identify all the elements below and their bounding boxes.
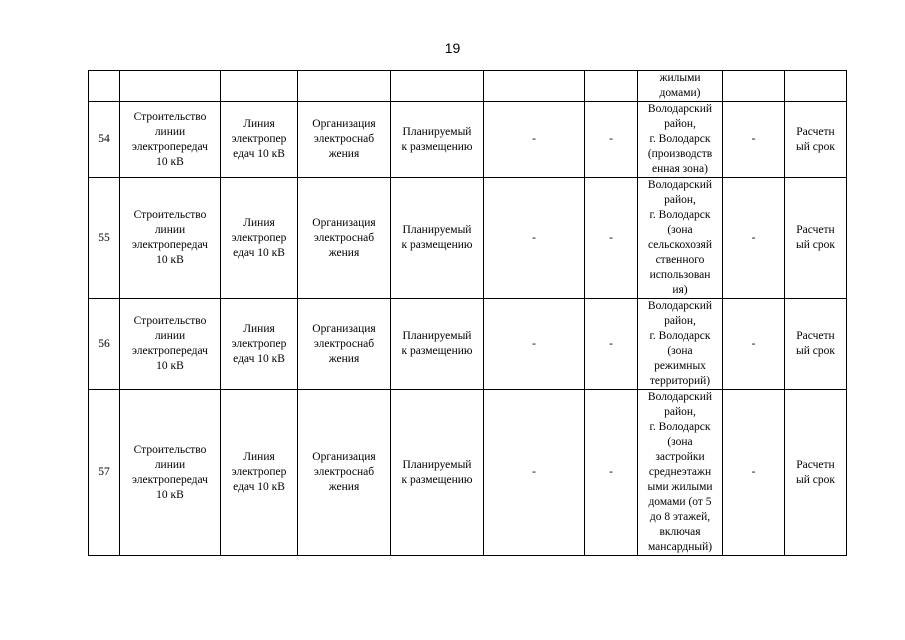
objects-table <box>88 70 847 556</box>
table-cell <box>391 71 484 102</box>
object-term: Расчетн ый срок <box>785 102 847 178</box>
object-type: Линия электропер едач 10 кВ <box>221 178 298 299</box>
object-name: Строительство линии электропередач 10 кВ <box>120 178 221 299</box>
table-cell <box>298 71 391 102</box>
table-cell <box>89 71 120 102</box>
object-term: Расчетн ый срок <box>785 390 847 556</box>
object-location: Володарский район, г. Володарск (производств енная зона) <box>638 102 723 178</box>
object-location: Володарский район, г. Володарск (зона режимных территорий) <box>638 299 723 390</box>
object-name: Строительство линии электропередач 10 кВ <box>120 299 221 390</box>
row-number: 55 <box>89 178 120 299</box>
table-row <box>89 299 847 390</box>
table-cell: - <box>484 390 585 556</box>
table-cell <box>221 71 298 102</box>
table-row-continuation <box>89 71 847 102</box>
table-cell <box>585 71 638 102</box>
row-number: 56 <box>89 299 120 390</box>
object-purpose: Организация электроснаб жения <box>298 390 391 556</box>
object-status: Планируемый к размещению <box>391 102 484 178</box>
object-type: Линия электропер едач 10 кВ <box>221 299 298 390</box>
object-location: Володарский район, г. Володарск (зона застройки среднеэтажн ыми жилыми домами (от 5 до 8 этажей, включая мансардный) <box>638 390 723 556</box>
table-cell: - <box>723 102 785 178</box>
object-status: Планируемый к размещению <box>391 390 484 556</box>
table-cell <box>484 71 585 102</box>
table-cell <box>723 71 785 102</box>
table-cell: - <box>585 102 638 178</box>
table-cell <box>785 71 847 102</box>
table-cell: - <box>585 390 638 556</box>
object-purpose: Организация электроснаб жения <box>298 102 391 178</box>
page-number: 19 <box>444 40 461 56</box>
table-cell <box>120 71 221 102</box>
object-location: Володарский район, г. Володарск (зона сельскохозяй ственного использован ия) <box>638 178 723 299</box>
table-cell: - <box>585 299 638 390</box>
object-status: Планируемый к размещению <box>391 299 484 390</box>
object-type: Линия электропер едач 10 кВ <box>221 102 298 178</box>
table-cell: - <box>723 299 785 390</box>
table-cell: - <box>585 178 638 299</box>
table-cell: - <box>723 390 785 556</box>
object-term: Расчетн ый срок <box>785 299 847 390</box>
object-type: Линия электропер едач 10 кВ <box>221 390 298 556</box>
table-row <box>89 390 847 556</box>
object-name: Строительство линии электропередач 10 кВ <box>120 390 221 556</box>
table-cell: - <box>723 178 785 299</box>
table-cell: - <box>484 299 585 390</box>
object-purpose: Организация электроснаб жения <box>298 178 391 299</box>
row-number: 57 <box>89 390 120 556</box>
object-purpose: Организация электроснаб жения <box>298 299 391 390</box>
row-number: 54 <box>89 102 120 178</box>
table-cell: - <box>484 102 585 178</box>
table-row <box>89 178 847 299</box>
table-row <box>89 102 847 178</box>
table-cell: жилыми домами) <box>638 71 723 102</box>
object-term: Расчетн ый срок <box>785 178 847 299</box>
object-status: Планируемый к размещению <box>391 178 484 299</box>
table-cell: - <box>484 178 585 299</box>
object-name: Строительство линии электропередач 10 кВ <box>120 102 221 178</box>
